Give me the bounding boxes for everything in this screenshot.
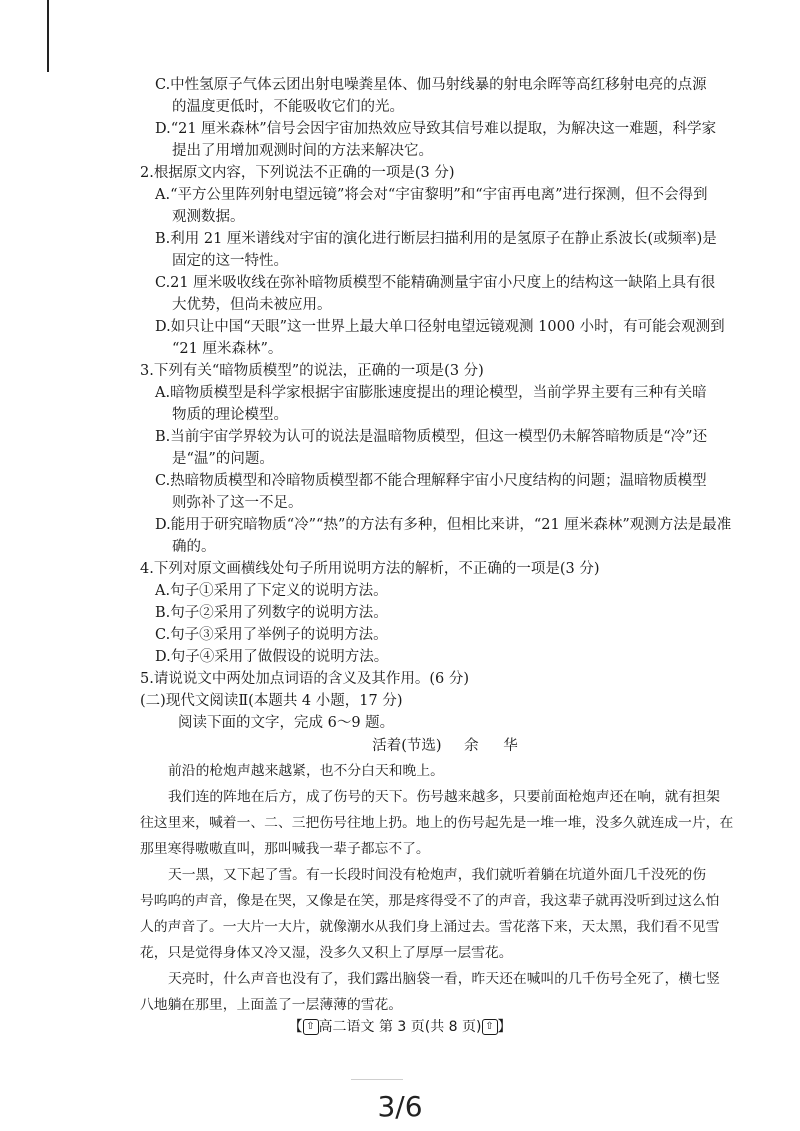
q1-option-d: D.“21 厘米森林”信号会因宇宙加热效应导致其信号难以提取，为解决这一难题，科学家 [155,121,717,137]
q1-option-c: C.中性氢原子气体云团出射电噪粪星体、伽马射线暴的射电余晖等高红移射电亮的点源 [155,77,707,93]
q1-option-d-cont: 提出了用增加观测时间的方法来解决它。 [172,143,433,159]
passage-paragraph-3-line-4: 花，只是觉得身体又冷又湿，没多久又积上了厚厚一层雪花。 [140,945,513,961]
footer-text: 高二语文 第 3 页(共 8 页) [318,1019,482,1035]
q3-option-d: D.能用于研究暗物质“冷”“热”的方法有多种，但相比来讲，“21 厘米森林”观测方法是最准 [155,517,732,533]
q4-option-a: A.句子①采用了下定义的说明方法。 [155,583,388,599]
q2-option-c-cont: 大优势，但尚未被应用。 [172,297,332,313]
q2-option-c: C.21 厘米吸收线在弥补暗物质模型不能精确测量宇宙小尺度上的结构这一缺陷上具有很 [155,275,716,291]
passage-paragraph-3-line-2: 号呜呜的声音，像是在哭，又像是在笑，那是疼得受不了的声音，我这辈子就再没听到过这么怕 [140,893,720,909]
q3-option-a: A.暗物质模型是科学家根据宇宙膨胀速度提出的理论模型，当前学界主要有三种有关暗 [155,385,707,401]
q3-option-b-cont: 是“温”的问题。 [172,451,274,467]
scan-edge-mark [47,0,49,72]
q4-stem: 4.下列对原文画横线处句子所用说明方法的解析，不正确的一项是(3 分) [140,561,600,577]
passage-paragraph-4: 天亮时，什么声音也没有了，我们露出脑袋一看，昨天还在喊叫的几千伤号全死了，横七竖 [168,971,720,987]
q3-stem: 3.下列有关“暗物质模型”的说法，正确的一项是(3 分) [140,363,484,379]
q2-option-a-cont: 观测数据。 [172,209,245,225]
passage-paragraph-3-line-3: 人的声音了。一大片一大片，就像潮水从我们身上涌过去。雪花落下来，天太黑，我们看不见雪 [140,919,720,935]
q2-option-d: D.如只让中国“天眼”这一世界上最大单口径射电望远镜观测 1000 小时，有可能会观测到 [155,319,725,335]
page-footer: 【 ⇧ 高二语文 第 3 页(共 8 页) ⇧ 】 [288,1019,512,1035]
passage-paragraph-2: 我们连的阵地在后方，成了伤号的天下。伤号越来越多，只要前面枪炮声还在响，就有担架 [168,789,720,805]
q4-option-b: B.句子②采用了列数字的说明方法。 [155,605,388,621]
q2-option-b-cont: 固定的这一特性。 [172,253,288,269]
passage-paragraph-3: 天一黑，又下起了雪。有一长段时间没有枪炮声，我们就听着躺在坑道外面几千没死的伤 [168,867,707,883]
up-arrow-icon: ⇧ [303,1019,319,1035]
q1-option-c-cont: 的温度更低时，不能吸收它们的光。 [172,99,404,115]
q2-stem: 2.根据原文内容，下列说法不正确的一项是(3 分) [140,165,455,181]
passage-author: 余 华 [464,738,528,754]
q3-option-b: B.当前宇宙学界较为认可的说法是温暗物质模型，但这一模型仍未解答暗物质是“冷”还 [155,429,708,445]
passage-paragraph-1: 前沿的枪炮声越来越紧，也不分白天和晚上。 [168,763,444,779]
q3-option-c: C.热暗物质模型和冷暗物质模型都不能合理解释宇宙小尺度结构的问题；温暗物质模型 [155,473,707,489]
q3-option-c-cont: 则弥补了这一不足。 [172,495,303,511]
q5-stem: 5.请说说文中两处加点词语的含义及其作用。(6 分) [140,671,469,687]
divider [351,1079,403,1080]
exam-page [140,74,740,1018]
passage-paragraph-2-line-3: 那里寒得嗷嗷直叫，那叫喊我一辈子都忘不了。 [140,841,430,857]
section-instruction: 阅读下面的文字，完成 6～9 题。 [178,715,395,731]
page-indicator: 3/6 [377,1090,423,1123]
passage-paragraph-4-line-2: 八地躺在那里，上面盖了一层薄薄的雪花。 [140,997,403,1013]
passage-title: 活着(节选) [372,738,442,754]
q3-option-a-cont: 物质的理论模型。 [172,407,288,423]
q2-option-b: B.利用 21 厘米谱线对宇宙的演化进行断层扫描利用的是氢原子在静止系波长(或频率)是 [155,231,717,247]
q2-option-a: A.“平方公里阵列射电望远镜”将会对“宇宙黎明”和“宇宙再电离”进行探测，但不会得到 [155,187,708,203]
q4-option-c: C.句子③采用了举例子的说明方法。 [155,627,388,643]
q3-option-d-cont: 确的。 [172,539,216,555]
passage-paragraph-2-line-2: 往这里来，喊着一、二、三把伤号往地上扔。地上的伤号起先是一堆一堆，没多久就连成一片，在 [140,815,734,831]
q2-option-d-cont: “21 厘米森林”。 [172,341,283,357]
up-arrow-icon-right: ⇧ [482,1019,498,1035]
section-heading: (二)现代文阅读Ⅱ(本题共 4 小题，17 分) [140,693,403,709]
passage-title-line [160,734,740,758]
q4-option-d: D.句子④采用了做假设的说明方法。 [155,649,389,665]
